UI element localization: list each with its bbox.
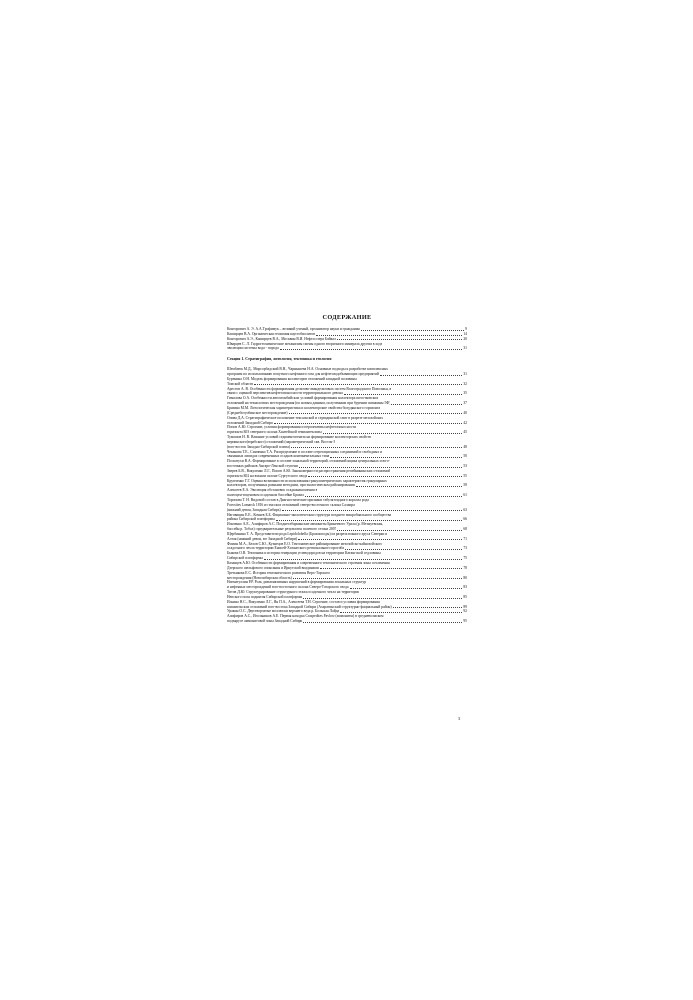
- toc-entry-text: Тумашов Н. В. Влияние условий седиментогенеза на формирование коллекторских свойств: [227, 435, 371, 440]
- toc-entry-text: Третьякова Е.С. История тектонического развития Верх-Тарского: [227, 570, 330, 575]
- dot-leader: [282, 510, 463, 511]
- toc-entry-text: связи с оценкой перспектив нефтегазоносности территориального девона: [227, 391, 343, 396]
- toc-entry: [227, 367, 467, 377]
- toc-entry-page: 83: [463, 585, 467, 590]
- toc-entry-page: 14: [463, 331, 467, 336]
- dot-leader: [303, 598, 462, 599]
- toc-entry-text: Ильина Н.С., Вакуленко Л.Г., Ян П.А., Алексеева Т.Н. Строение, состав и условия формирования: [227, 599, 380, 604]
- toc-entry-text: эволюции системы вода - порода: [227, 346, 279, 351]
- toc-entry-text: Алексеев Е.А. Эволюция обстановок осадконакопления в: [227, 488, 318, 493]
- toc-entry-text: отложений Западной Сибири: [227, 420, 273, 425]
- toc-entry-text: Шемблюк М.Д., Мирсорбадский В.Н., Чарнышева Н.А. Основные подходы к разработке комплексных: [227, 367, 388, 372]
- toc-entry-text: Крупченко Г.Г. Оценка возможности использования гранулометрических характеристик гранулярных: [227, 478, 387, 483]
- toc-entry-text: района Сибирской платформы: [227, 517, 275, 522]
- toc-entry-page: 89: [463, 604, 467, 609]
- toc-entry-text: связанных липидах современных осадков континентальных типа: [227, 454, 330, 459]
- toc-entry-page: 85: [463, 594, 467, 599]
- page-number: 3: [458, 716, 461, 721]
- toc-entry-text: Конторович А.Э., Каширцев В.А., Москвин В.И. Нефти озера Байкал: [227, 336, 336, 341]
- toc-entry: [227, 425, 467, 435]
- toc-entry-page: 55: [463, 473, 467, 478]
- toc-entry-text: горизонта Ю3 северного склона Хантейской гемиантеклизы: [227, 430, 322, 435]
- section-heading: Секция 1. Стратиграфия, литология, тектоника и геология: [227, 357, 332, 362]
- toc-entry: [227, 377, 467, 387]
- dot-leader: [391, 404, 462, 405]
- toc-entry-text: Наговицин Е.Е., Кочнев Б.Б. Фациально-экологическая структура позднего микробиального сообщества: [227, 512, 392, 517]
- toc-entry-text: Конторович А. Э. А.А.Трофимук – великий ученый, организатор науки и гражданин: [227, 327, 360, 331]
- toc-entry-text: Казанцев А.Ю. Особенности формирования и современного тектонического строения зоны сочленения: [227, 560, 390, 565]
- toc-entry-text: Томской области: [227, 381, 254, 386]
- toc-entry: [227, 513, 467, 523]
- toc-entry-page: 95: [463, 619, 467, 624]
- dot-leader: [291, 447, 462, 448]
- toc-entry-text: и нефтяных месторождений юго-восточного склона Северо-Татарского свода: [227, 585, 349, 590]
- toc-entry-text: осадочного чехла территории Енисей-Хатангского регионального прогиба: [227, 546, 345, 551]
- toc-entry: [227, 459, 467, 469]
- dot-leader: [330, 457, 462, 458]
- dot-leader: [298, 539, 462, 540]
- toc-entry-text: Арестов А. В. Особенности формирования дельтово-авандельтовых систем Волгоградского Поволжья, в: [227, 386, 392, 391]
- toc-entry-text: Шварцев С. Л. Гидрогеохимические механизмы смены одного вторичного минерала другим в ходе: [227, 341, 383, 346]
- toc-entry-text: Щербинина Т. А. Представители рода Lepidolobella (Брахиоподы) из разреза южного хруса Северки и: [227, 531, 388, 536]
- toc-entry-text: Титов Д.Ю. Структурирование структурного этажа осадочного чехла на территории: [227, 590, 360, 595]
- dot-leader: [337, 339, 462, 340]
- toc-entry-text: Алтая (нижний девон, юг Западной Сибири): [227, 536, 298, 541]
- toc-entry-text: Брязина М.М. Литологическая характеристика и коллекторские свойства болудянского горизонта: [227, 405, 381, 410]
- dot-leader: [393, 607, 463, 608]
- toc-entry-page: 80: [463, 575, 467, 580]
- toc-entry-text: Торопова Т. Н. Видовой состав в Диагностические признаки табулятоидного коралла рода: [227, 498, 369, 502]
- toc-entry: [227, 406, 467, 416]
- toc-entry-text: палеоцен-эоценовом осадочном бассейне Бразил: [227, 493, 304, 498]
- toc-entry: [227, 498, 467, 513]
- toc-entry: [227, 416, 467, 426]
- dot-leader: [345, 549, 462, 550]
- toc-entry-text: коллекторов, полученных разными методами, при экологическом районировании: [227, 483, 355, 488]
- toc-entry-text: Сибирской платформы: [227, 556, 263, 561]
- toc-entry: [227, 571, 467, 581]
- toc-entry-page: 73: [463, 546, 467, 551]
- toc-entry-text: Алифиров А.С., Игольников А.Е. Первая находка Craspedites Pavlow (аммониты) в средневолжском: [227, 614, 384, 619]
- toc-entry: [227, 532, 467, 542]
- toc-entry-text: Зверев Б.В., Вакуленко Л.Г., Попов А.Ю. Закономерности распространения репейнининских отложений: [227, 468, 391, 473]
- toc-entry-page: 32: [463, 381, 467, 386]
- toc-entry-text: Гималова О.А. Особенности автохтонбийских условий формирования коллектора шеостковских: [227, 396, 379, 401]
- dot-leader: [323, 433, 463, 434]
- toc-entry: [227, 387, 467, 397]
- toc-entry-page: 78: [463, 565, 467, 570]
- toc-entry: [227, 522, 467, 532]
- toc-entry-text: шишмельских отложений юго-востока Западной Сибири (Ахаратинский структурно-фациальный район): [227, 604, 392, 609]
- toc-entry-text: Буренина О.Н. Модель формирования коллекторов отложений западной половины: [227, 376, 357, 381]
- dot-leader: [337, 530, 462, 531]
- toc-page: [227, 314, 467, 624]
- toc-entry: [227, 561, 467, 571]
- dot-leader: [344, 394, 463, 395]
- toc-entry: [227, 614, 467, 624]
- toc-entry: [227, 342, 467, 352]
- dot-leader: [305, 496, 462, 497]
- dot-leader: [293, 578, 462, 579]
- toc-entry-page: 48: [463, 444, 467, 449]
- toc-entry-text: Дзерского шельфового опоясания и Иркутской впадинами: [227, 565, 319, 570]
- toc-entry-text: Фомин М.А., Белов С.Ю., Кузнецов Е.О. Тектоническое районирование мезозойско-кайнозойского: [227, 541, 383, 546]
- page-title: СОДЕРЖАНИЕ: [322, 314, 372, 321]
- toc-entry-page: 42: [463, 420, 467, 425]
- toc-entry-text: Олива Д.А. Стратиграфическое положение тексальской и седвадинской свит в разрезе мезозойских: [227, 415, 384, 420]
- toc-entry-page: 9: [465, 327, 467, 331]
- toc-entry-text: восточных районов Ангаро-Ленской ступени: [227, 464, 298, 469]
- toc-entry: [227, 469, 467, 479]
- toc-entry: [227, 435, 467, 450]
- dot-leader: [340, 612, 462, 613]
- toc-entry-text: горизонта Ю2 на южном склоне Сургутского свода: [227, 473, 308, 478]
- dot-leader: [299, 467, 462, 468]
- toc-entry-page: 45: [463, 430, 467, 435]
- toc-entry-text: Чеканова Т.Е., Синченко Т.А. Распределение в составе сегрегационных соединений и свободных и: [227, 449, 383, 454]
- dot-leader: [303, 622, 462, 623]
- toc-entry-text: отложений на технологиях месторождения (по новым данным, полученным при бурении скважины 5Ф): [227, 401, 391, 406]
- toc-entry-page: 63: [463, 507, 467, 512]
- dot-leader: [274, 423, 463, 424]
- toc-entry-page: 31: [463, 372, 467, 377]
- dot-leader: [276, 520, 463, 521]
- toc-entry-page: 20: [463, 336, 467, 341]
- toc-entry-text: Быкова О.В. Тектоника и история генерации углеводородов на территории Катангской седловины: [227, 551, 381, 556]
- toc-entry-text: Каширцев В.А. Органическая геохимия каустобиолитов: [227, 331, 315, 336]
- dot-leader: [264, 559, 462, 560]
- toc-entry-page: 31: [463, 346, 467, 351]
- toc-entry-text: подъярусе аммонитовой зоны Западной Сибири: [227, 619, 303, 624]
- toc-entry-text: нерпинского(юрабского) отложений (параметрический скв. Восток-3: [227, 439, 336, 444]
- dot-leader: [380, 375, 462, 376]
- toc-entry-page: 71: [463, 536, 467, 541]
- toc-entry-text: Нигматуллин Р.Р. Роль дизъюнктивных нарушений в формировании локальных структур: [227, 580, 367, 585]
- toc-entry-page: 66: [463, 517, 467, 522]
- toc-entry-text: (юго-восток Западно-Сибирской плиты): [227, 444, 291, 449]
- toc-entry-page: 40: [463, 410, 467, 415]
- toc-entry-text: Поскатухи В.А. Формирование в составе зональной территорий, отложений ящика центральных и юго-: [227, 459, 390, 464]
- toc-entry-text: Ильченко А.Е., Алифиров А.С. Позднетабарманские аммониты Бринеевого Урала (р. Мезжуевская,: [227, 522, 384, 527]
- section-entries: [227, 367, 467, 624]
- dot-leader: [254, 384, 462, 385]
- dot-leader: [350, 588, 463, 589]
- toc-entry-text: Favosites Lamarck 1816 из эмсских отложений северо-восточного склона Салаира: [227, 502, 355, 507]
- dot-leader: [316, 335, 462, 336]
- toc-entry-text: (Среднеботуобинское месторождение): [227, 410, 288, 415]
- intro-entries: [227, 327, 467, 351]
- dot-leader: [356, 486, 463, 487]
- toc-entry-page: 61: [463, 493, 467, 498]
- toc-entry: [227, 488, 467, 498]
- toc-entry-page: 35: [463, 391, 467, 396]
- dot-leader: [308, 476, 462, 477]
- toc-entry-text: бассейн р. Тобол): предварительные результаты полевого сезона 2007: [227, 527, 337, 532]
- toc-entry-text: программ по использованию попутного нефтяного газа для нефтегазодобывающих предприятий: [227, 372, 379, 377]
- toc-entry-text: Непского поля поднятия Сибирской платформы: [227, 594, 303, 599]
- dot-leader: [320, 568, 463, 569]
- toc-entry-page: 53: [463, 464, 467, 469]
- toc-entry-page: 37: [463, 401, 467, 406]
- toc-entry-page: 50: [463, 454, 467, 459]
- toc-entry: [227, 551, 467, 561]
- dot-leader: [280, 349, 463, 350]
- toc-entry: [227, 396, 467, 406]
- toc-entry: [227, 580, 467, 590]
- toc-entry-text: Уракин О.С. Двустворчатые моллюски верхнего веда р. Большая Лайда: [227, 609, 340, 614]
- toc-entry-line: [227, 619, 467, 624]
- toc-entry-page: 75: [463, 556, 467, 561]
- toc-entry: [227, 600, 467, 610]
- dot-leader: [289, 413, 463, 414]
- toc-entry: [227, 479, 467, 489]
- toc-entry-page: 58: [463, 483, 467, 488]
- toc-entry-text: (нижний девон, Западная Сибирь): [227, 507, 281, 512]
- toc-entry-page: 68: [463, 527, 467, 532]
- toc-entry: [227, 590, 467, 600]
- dot-leader: [361, 330, 464, 331]
- toc-entry-text: месторождения (Новосибирская область): [227, 575, 292, 580]
- toc-entry-text: Попов А.Ю. Строение, условия формирования и перспективы нефтегазоносности: [227, 425, 356, 430]
- toc-entry-page: 92: [463, 609, 467, 614]
- toc-entry: [227, 450, 467, 460]
- toc-entry: [227, 542, 467, 552]
